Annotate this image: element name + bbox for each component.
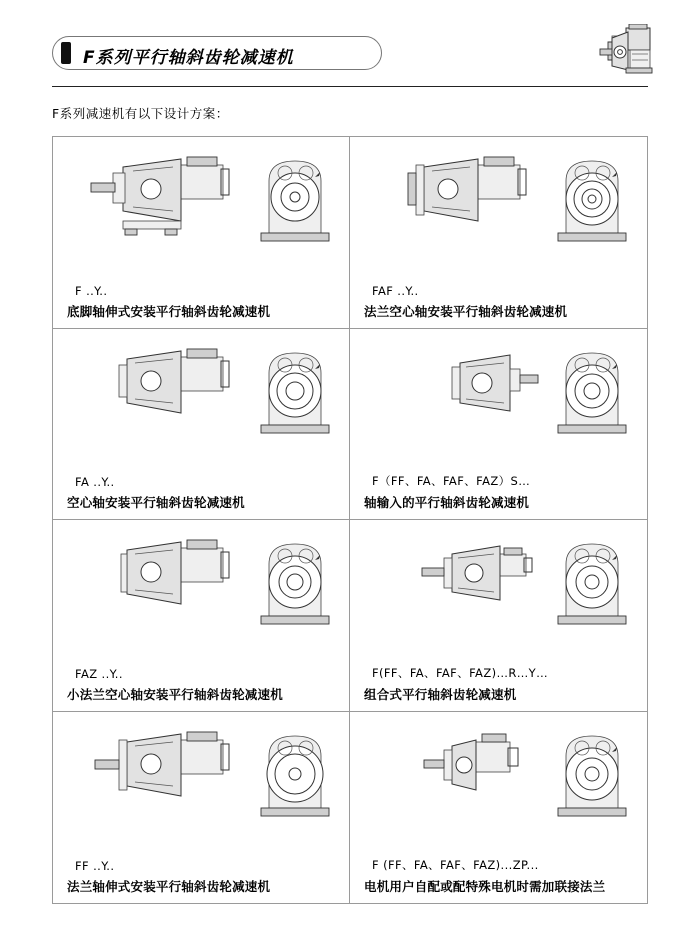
gearbox-front-view bbox=[558, 353, 626, 433]
gearbox-front-view bbox=[558, 544, 626, 624]
variant-labels bbox=[364, 473, 637, 511]
variant-cell bbox=[350, 520, 647, 712]
variant-description: 轴输入的平行轴斜齿轮减速机 bbox=[364, 495, 530, 510]
gearbox-front-view bbox=[261, 544, 329, 624]
header-divider bbox=[52, 86, 648, 87]
variant-description: 空心轴安装平行轴斜齿轮减速机 bbox=[67, 495, 245, 510]
variant-labels bbox=[67, 475, 339, 511]
variant-cell bbox=[53, 137, 350, 329]
page-header bbox=[0, 24, 700, 94]
variant-labels bbox=[67, 859, 339, 895]
variant-code: F (FF、FA、FAF、FAZ)...ZP... bbox=[372, 858, 539, 872]
gearbox-foot-mounted-side-view bbox=[91, 157, 229, 235]
variant-artwork bbox=[63, 339, 339, 457]
variant-artwork bbox=[360, 339, 637, 457]
gearbox-front-view bbox=[261, 161, 329, 241]
gearbox-motor-adapter-side-view bbox=[424, 734, 518, 790]
gearbox-flange-hollow-shaft-side-view bbox=[408, 157, 526, 221]
variant-cell bbox=[350, 712, 647, 904]
variant-description: 法兰空心轴安装平行轴斜齿轮减速机 bbox=[364, 303, 568, 319]
variant-code: FA ..Y.. bbox=[75, 475, 115, 489]
intro-text: F系列减速机有以下设计方案： bbox=[52, 106, 229, 121]
variant-description: 小法兰空心轴安装平行轴斜齿轮减速机 bbox=[67, 686, 283, 702]
variant-description: 电机用户自配或配特殊电机时需加联接法兰 bbox=[364, 879, 606, 894]
gearbox-icon bbox=[596, 24, 660, 82]
variant-description: 底脚轴伸式安装平行轴斜齿轮减速机 bbox=[67, 303, 271, 319]
variant-artwork bbox=[360, 722, 637, 840]
variant-code: FF ..Y.. bbox=[75, 859, 115, 873]
variant-cell bbox=[53, 329, 350, 521]
variant-description: 法兰轴伸式安装平行轴斜齿轮减速机 bbox=[67, 879, 271, 894]
variant-code: FAF ..Y.. bbox=[372, 283, 419, 298]
variant-artwork bbox=[360, 147, 637, 265]
variant-labels bbox=[364, 857, 637, 895]
variant-code: FAZ ..Y.. bbox=[75, 666, 123, 681]
variant-code: F(FF、FA、FAF、FAZ)…R…Y… bbox=[372, 665, 549, 680]
variants-grid bbox=[52, 136, 648, 904]
gearbox-front-view bbox=[558, 161, 626, 241]
gearbox-combined-side-view bbox=[422, 546, 532, 600]
variant-labels bbox=[67, 284, 339, 320]
variant-labels bbox=[67, 667, 339, 703]
variant-code: F（FF、FA、FAF、FAZ）S… bbox=[372, 474, 531, 488]
variant-labels bbox=[364, 284, 637, 320]
variant-cell bbox=[350, 137, 647, 329]
gearbox-front-view bbox=[558, 736, 626, 816]
variant-labels bbox=[364, 665, 637, 703]
gearbox-front-view bbox=[261, 736, 329, 816]
page-title: F系列平行轴斜齿轮减速机 bbox=[83, 48, 294, 68]
gearbox-shaft-input-side-view bbox=[452, 355, 538, 411]
variant-artwork bbox=[360, 530, 637, 648]
gearbox-small-flange-hollow-shaft-side-view bbox=[121, 540, 229, 604]
gearbox-front-view bbox=[261, 353, 329, 433]
variant-cell bbox=[53, 520, 350, 712]
title-badge bbox=[52, 36, 382, 70]
gearbox-flange-output-shaft-side-view bbox=[95, 732, 229, 796]
variant-artwork bbox=[63, 722, 339, 840]
variant-cell bbox=[350, 329, 647, 521]
variant-cell bbox=[53, 712, 350, 904]
variant-artwork bbox=[63, 530, 339, 648]
variant-code: F ..Y.. bbox=[75, 283, 108, 298]
gearbox-hollow-shaft-side-view bbox=[119, 349, 229, 413]
variant-description: 组合式平行轴斜齿轮减速机 bbox=[364, 686, 517, 702]
variant-artwork bbox=[63, 147, 339, 265]
